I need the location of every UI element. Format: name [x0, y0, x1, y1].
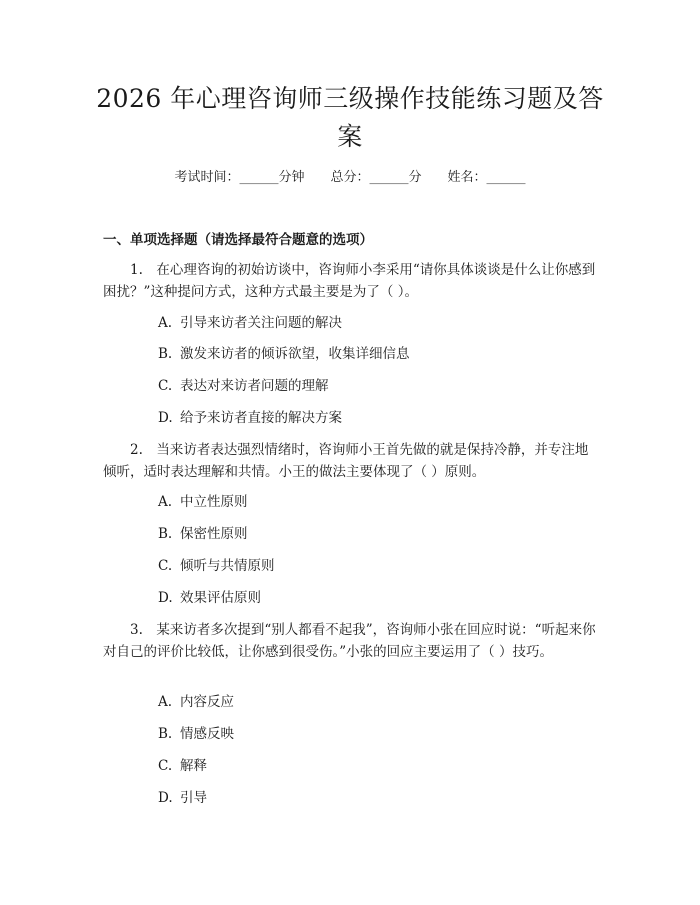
option-letter: B. — [158, 526, 173, 542]
section-title: 一、单项选择题（请选择最符合题意的选项） — [103, 232, 373, 248]
option-letter: A. — [158, 694, 173, 710]
option-text: 激发来访者的倾诉欲望，收集详细信息 — [180, 346, 410, 362]
total-score-label: 总分：______分 — [330, 170, 422, 185]
question-3-option-c — [158, 756, 207, 776]
exam-time-label: 考试时间：______分钟 — [174, 170, 305, 185]
option-letter: A. — [158, 494, 173, 510]
option-letter: D. — [158, 790, 173, 806]
option-text: 情感反映 — [180, 726, 234, 742]
question-1-option-b — [158, 344, 410, 364]
question-2-option-a — [158, 492, 248, 512]
question-2: 2. 当来访者表达强烈情绪时，咨询师小王首先做的就是保持冷静，并专注地倾听，适时表达理解和共情。小王的做法主要体现了（ ）原则。 — [103, 442, 589, 480]
option-letter: C. — [158, 378, 173, 394]
option-text: 表达对来访者问题的理解 — [180, 378, 329, 394]
document-title: 2026 年心理咨询师三级操作技能练习题及答案 — [96, 84, 604, 151]
option-letter: B. — [158, 726, 173, 742]
question-1: 1. 在心理咨询的初始访谈中，咨询师小李采用“请你具体谈谈是什么让你感到困扰？”这种提问方式，这种方式最主要是为了（ ）。 — [103, 262, 596, 300]
question-1-option-d — [158, 408, 342, 428]
option-text: 保密性原则 — [180, 526, 248, 542]
question-3-option-a — [158, 692, 234, 712]
question-2-option-b — [158, 524, 248, 544]
question-2-option-c — [158, 556, 275, 576]
option-text: 中立性原则 — [180, 494, 248, 510]
question-2-option-d — [158, 588, 261, 608]
option-text: 引导来访者关注问题的解决 — [180, 315, 342, 331]
question-3-option-b — [158, 724, 234, 744]
option-text: 解释 — [180, 758, 207, 774]
option-letter: C. — [158, 558, 173, 574]
question-3: 3. 某来访者多次提到“别人都看不起我”，咨询师小张在回应时说：“听起来你对自己的评价比较低，让你感到很受伤。”小张的回应主要运用了（ ）技巧。 — [103, 622, 596, 660]
option-text: 效果评估原则 — [180, 590, 261, 606]
name-label: 姓名：______ — [447, 170, 526, 185]
option-letter: D. — [158, 590, 173, 606]
option-text: 内容反应 — [180, 694, 234, 710]
option-letter: B. — [158, 346, 173, 362]
option-letter: D. — [158, 410, 173, 426]
option-text: 给予来访者直接的解决方案 — [180, 410, 342, 426]
question-1-option-a — [158, 313, 342, 333]
option-letter: A. — [158, 315, 173, 331]
option-letter: C. — [158, 758, 173, 774]
exam-meta — [0, 168, 700, 188]
option-text: 引导 — [180, 790, 207, 806]
option-text: 倾听与共情原则 — [180, 558, 275, 574]
question-1-option-c — [158, 376, 329, 396]
question-3-option-d — [158, 788, 207, 808]
